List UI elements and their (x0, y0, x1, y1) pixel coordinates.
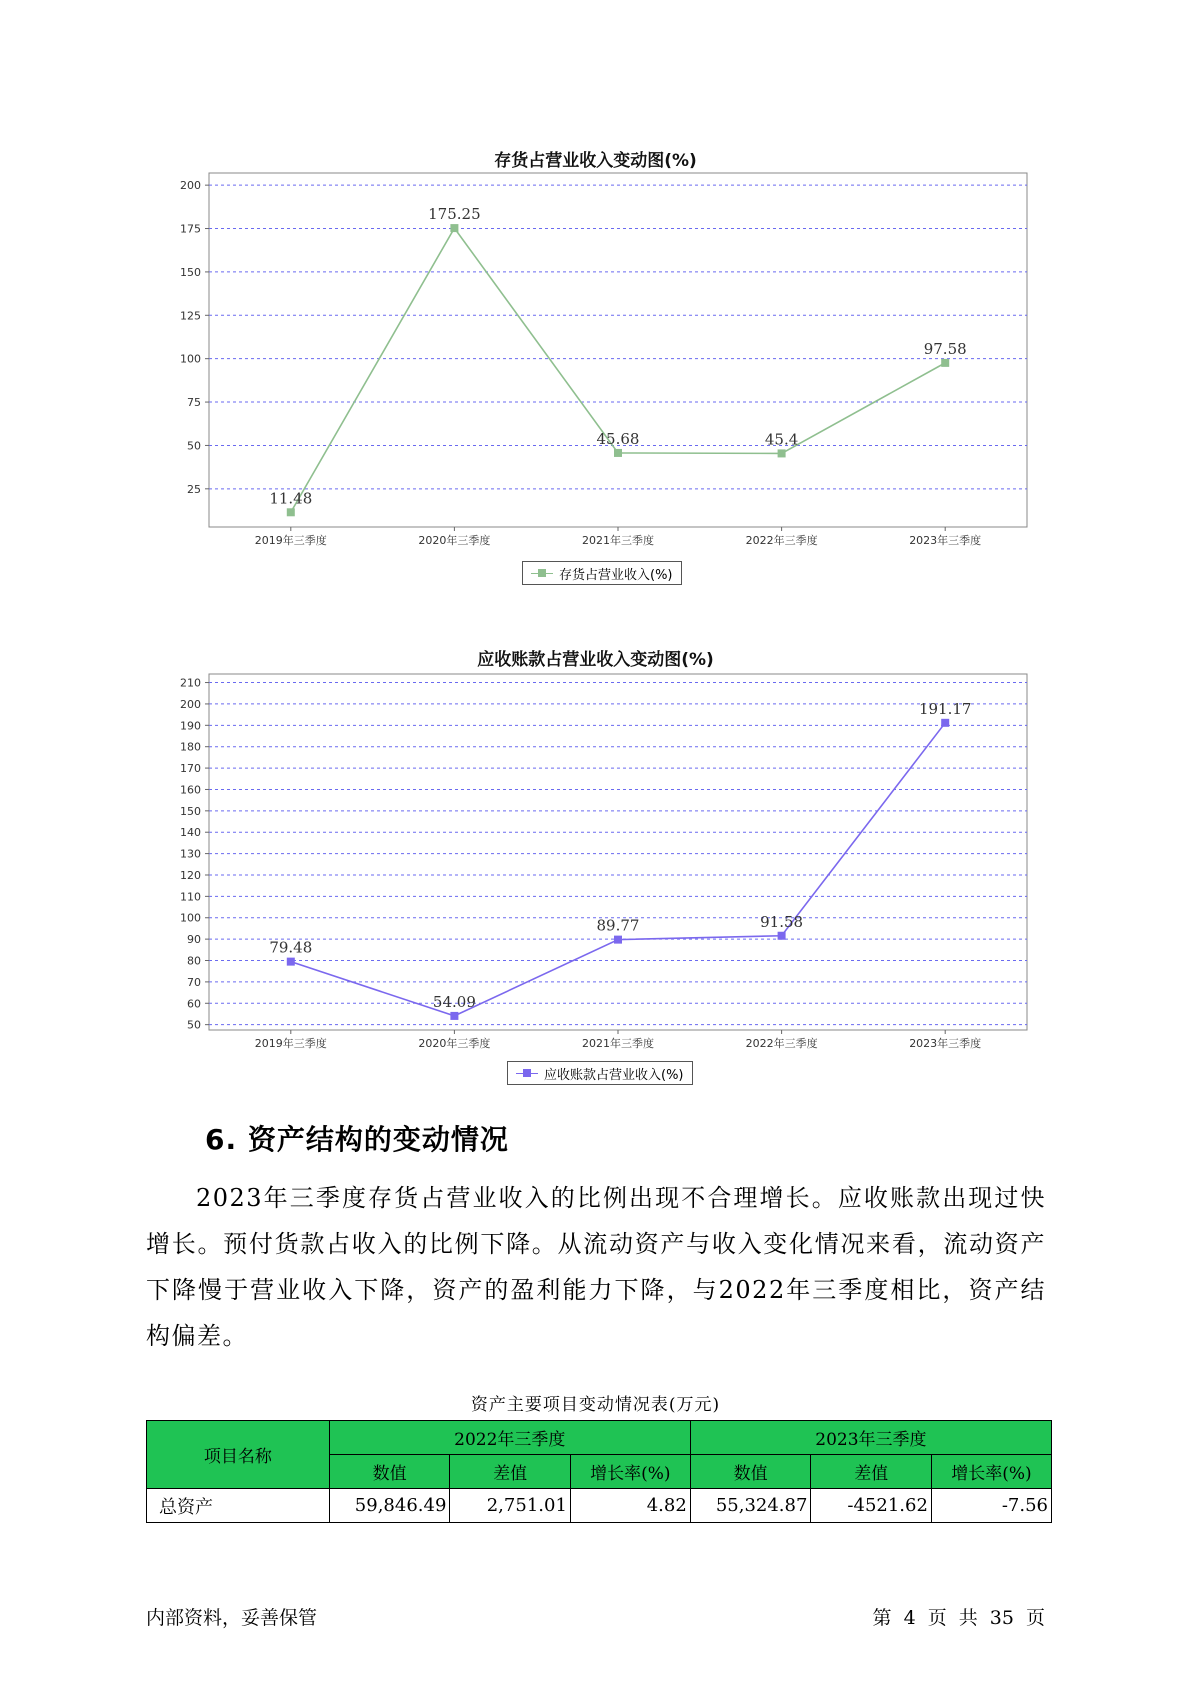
plot-area (209, 674, 1027, 1030)
inventory-chart-title: 存货占营业收入变动图(%) (494, 151, 697, 171)
x-tick-label: 2022年三季度 (745, 534, 818, 547)
table-row (147, 1489, 1052, 1523)
row-diff-2022: 2,751.01 (450, 1489, 570, 1523)
y-tick-label: 140 (180, 826, 201, 840)
header-value: 数值 (329, 1455, 450, 1489)
y-tick-label: 25 (187, 482, 201, 496)
y-tick-label: 150 (180, 265, 201, 279)
row-value-2022: 59,846.49 (329, 1489, 450, 1523)
data-label: 45.4 (764, 430, 799, 449)
y-tick-label: 200 (180, 179, 201, 193)
data-label: 89.77 (596, 916, 640, 935)
y-tick-label: 50 (187, 439, 201, 453)
data-point (614, 936, 622, 944)
x-tick-label: 2020年三季度 (418, 1037, 491, 1050)
y-tick-label: 170 (180, 762, 201, 776)
header-diff: 差值 (450, 1455, 570, 1489)
x-tick-label: 2023年三季度 (909, 1037, 982, 1050)
y-tick-label: 75 (187, 396, 201, 410)
header-value: 数值 (690, 1455, 811, 1489)
y-tick-label: 100 (180, 352, 201, 366)
section-heading: 6. 资产结构的变动情况 (205, 1123, 509, 1156)
y-tick-label: 50 (187, 1018, 201, 1032)
row-name: 总资产 (147, 1489, 330, 1523)
x-tick-label: 2023年三季度 (909, 534, 982, 547)
data-label: 54.09 (432, 992, 476, 1011)
row-rate-2023: -7.56 (931, 1489, 1051, 1523)
row-value-2023: 55,324.87 (690, 1489, 811, 1523)
receivable-chart-legend (507, 1061, 693, 1085)
y-tick-label: 200 (180, 697, 201, 711)
row-rate-2022: 4.82 (570, 1489, 690, 1523)
x-tick-label: 2022年三季度 (745, 1037, 818, 1050)
y-tick-label: 110 (180, 890, 201, 904)
asset-change-table (146, 1420, 1052, 1523)
y-tick-label: 90 (187, 933, 201, 947)
data-label: 91.58 (760, 912, 804, 931)
receivable-legend-label: 应收账款占营业收入(%) (544, 1067, 684, 1083)
data-point (450, 1012, 458, 1020)
data-label: 11.48 (269, 489, 313, 508)
header-period-2022: 2022年三季度 (329, 1421, 690, 1455)
y-tick-label: 175 (180, 222, 201, 236)
x-tick-label: 2021年三季度 (582, 534, 654, 547)
y-tick-label: 80 (187, 954, 201, 968)
table-caption: 资产主要项目变动情况表(万元) (470, 1395, 721, 1415)
header-diff: 差值 (811, 1455, 932, 1489)
data-label: 97.58 (923, 339, 967, 358)
data-point (941, 719, 949, 727)
y-tick-label: 210 (180, 676, 201, 690)
x-tick-label: 2021年三季度 (582, 1037, 654, 1050)
receivable-chart-title: 应收账款占营业收入变动图(%) (477, 650, 714, 670)
y-tick-label: 130 (180, 847, 201, 861)
data-point (778, 932, 786, 940)
y-tick-label: 180 (180, 740, 201, 754)
y-tick-label: 120 (180, 868, 201, 882)
header-rate: 增长率(%) (570, 1455, 690, 1489)
data-label: 79.48 (269, 938, 313, 957)
x-tick-label: 2020年三季度 (418, 534, 491, 547)
y-tick-label: 125 (180, 309, 201, 323)
y-tick-label: 100 (180, 911, 201, 925)
header-rate: 增长率(%) (931, 1455, 1051, 1489)
footer-confidential-note: 内部资料，妥善保管 (146, 1607, 318, 1629)
header-period-2023: 2023年三季度 (690, 1421, 1051, 1455)
data-label: 175.25 (428, 205, 481, 224)
data-label: 191.17 (918, 699, 972, 718)
section-paragraph: 2023年三季度存货占营业收入的比例出现不合理增长。应收账款出现过快增长。预付货款占收入的比例下降。从流动资产与收入变化情况来看，流动资产下降慢于营业收入下降，资产的盈利能力下降，与2022年三季度相比，资产结构偏差。 (146, 1184, 1046, 1350)
y-tick-label: 150 (180, 804, 201, 818)
y-tick-label: 70 (187, 975, 201, 989)
y-tick-label: 60 (187, 997, 201, 1011)
y-tick-label: 190 (180, 719, 201, 733)
data-point (287, 958, 295, 966)
x-tick-label: 2019年三季度 (254, 1037, 327, 1050)
inventory-legend-label: 存货占营业收入(%) (559, 567, 673, 583)
footer-page-number: 第 4 页 共 35 页 (872, 1607, 1045, 1629)
legend-line-marker-icon (516, 1068, 538, 1078)
row-diff-2023: -4521.62 (811, 1489, 932, 1523)
y-tick-label: 160 (180, 783, 201, 797)
data-label: 45.68 (596, 429, 640, 448)
header-item-name: 项目名称 (147, 1421, 330, 1489)
x-tick-label: 2019年三季度 (254, 534, 327, 547)
